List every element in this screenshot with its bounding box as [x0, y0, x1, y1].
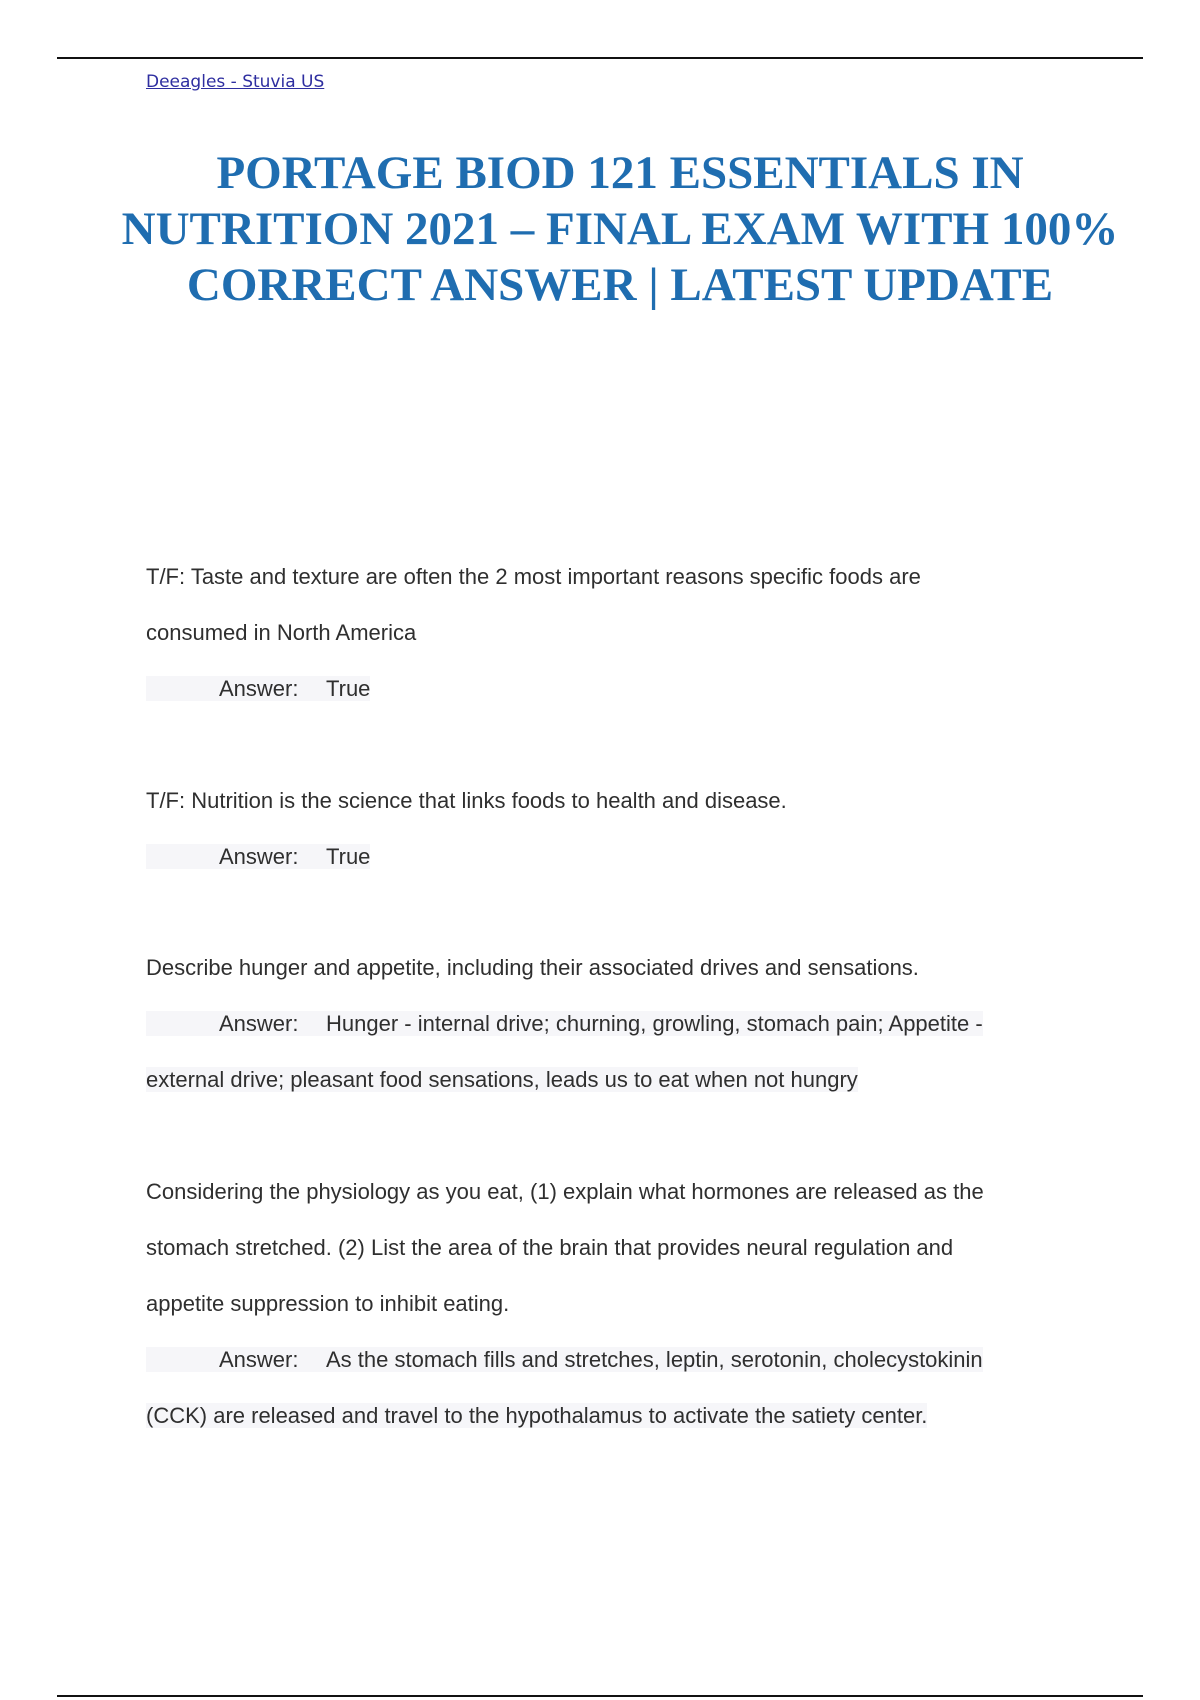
question-line: appetite suppression to inhibit eating. [146, 1291, 510, 1316]
source-link[interactable]: Deeagles - Stuvia US [146, 72, 325, 92]
question-line: consumed in North America [146, 620, 417, 645]
answer-label: Answer: [219, 676, 299, 701]
question-line: T/F: Nutrition is the science that links foods to health and disease. [146, 788, 787, 813]
answer-line [146, 829, 1086, 885]
answer-text: Hunger - internal drive; churning, growling, stomach pain; Appetite - [326, 1011, 983, 1036]
answer-line [146, 1052, 1086, 1108]
top-rule [57, 57, 1143, 59]
answer-label: Answer: [219, 844, 299, 869]
answer-text: external drive; pleasant food sensations, leads us to eat when not hungry [146, 1067, 858, 1092]
answer-label: Answer: [219, 1011, 299, 1036]
answer-line [146, 1332, 1086, 1388]
answer-label: Answer: [219, 1347, 299, 1372]
question-block [146, 549, 1086, 717]
question-block [146, 1164, 1086, 1444]
answer-line [146, 1388, 1086, 1444]
answer-text: As the stomach fills and stretches, leptin, serotonin, cholecystokinin [326, 1347, 983, 1372]
answer-line [146, 996, 1086, 1052]
question-block [146, 940, 1086, 1108]
answer-text: True [326, 676, 371, 701]
question-line: Describe hunger and appetite, including their associated drives and sensations. [146, 955, 919, 980]
bottom-rule [57, 1695, 1143, 1697]
question-line: stomach stretched. (2) List the area of the brain that provides neural regulation and [146, 1235, 954, 1260]
answer-line [146, 661, 1086, 717]
answer-text: (CCK) are released and travel to the hypothalamus to activate the satiety center. [146, 1403, 928, 1428]
answer-text: True [326, 844, 371, 869]
question-block [146, 773, 1086, 885]
document-title: PORTAGE BIOD 121 ESSENTIALS IN NUTRITION 2021 – FINAL EXAM WITH 100% CORRECT ANSWER | LATEST UPDATE [121, 147, 1119, 311]
question-line: T/F: Taste and texture are often the 2 most important reasons specific foods are [146, 564, 921, 589]
question-line: Considering the physiology as you eat, (1) explain what hormones are released as the [146, 1179, 984, 1204]
